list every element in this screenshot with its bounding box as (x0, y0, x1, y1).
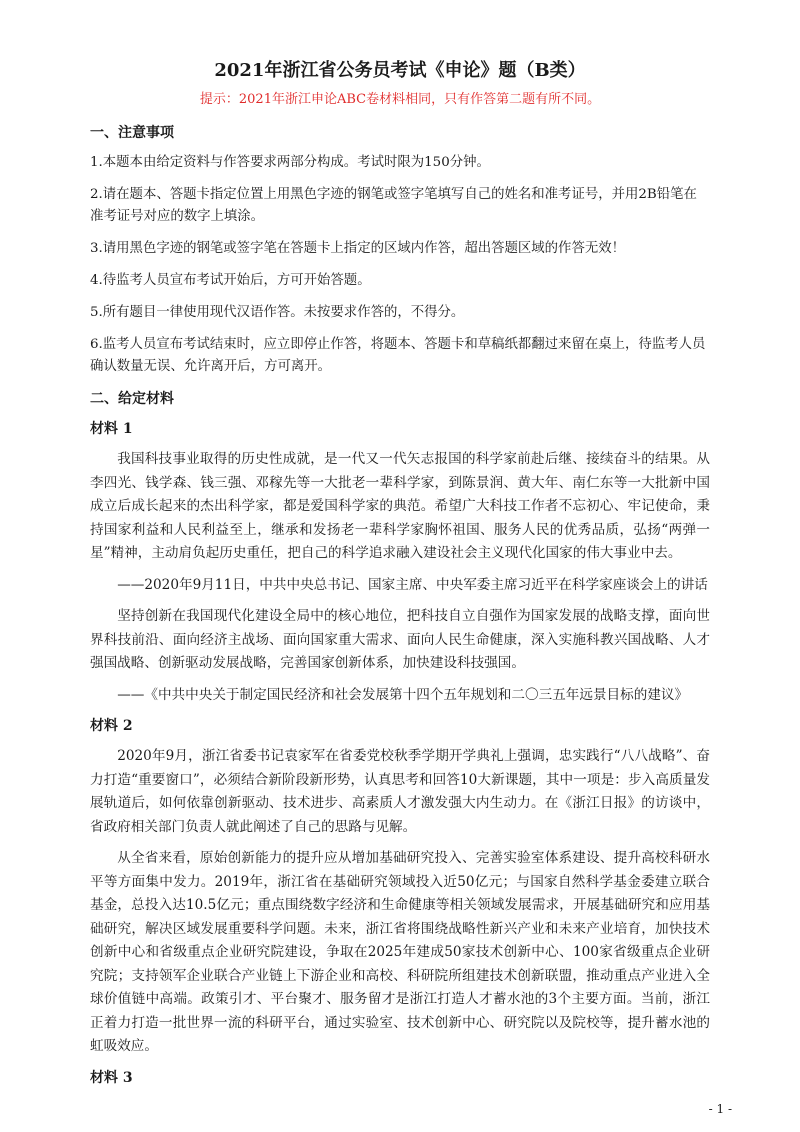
material-2-title: 材料 2 (90, 718, 133, 734)
section-heading-notes: 一、注意事项 (90, 125, 174, 141)
material-2-paragraph-1: 2020年9月，浙江省委书记袁家军在省委党校秋季学期开学典礼上强调，忠实践行“八八战略”、奋力打造“重要窗口”，必须结合新阶段新形势，认真思考和回答10大新课题，其中一项是：步入高质量发展轨道后，如何依靠创新驱动、技术进步、高素质人才激发强大内生动力。在《浙江日报》的访谈中，省政府相关部门负责人就此阐述了自己的思路与见解。 (90, 748, 710, 835)
note-item: 2.请在题本、答题卡指定位置上用黑色字迹的钢笔或签字笔填写自己的姓名和准考证号，并用2B铅笔在准考证号对应的数字上填涂。 (90, 187, 697, 224)
material-1-title: 材料 1 (90, 421, 133, 437)
section-heading-materials: 二、给定材料 (90, 391, 174, 407)
document-page (90, 58, 710, 1097)
note-item: 1.本题本由给定资料与作答要求两部分构成。考试时限为150分钟。 (90, 155, 490, 170)
material-1-paragraph-2: 坚持创新在我国现代化建设全局中的核心地位，把科技自立自强作为国家发展的战略支撑，面向世界科技前沿、面向经济主战场、面向国家重大需求、面向人民生命健康，深入实施科教兴国战略、人才强国战略、创新驱动发展战略，完善国家创新体系，加快建设科技强国。 (90, 608, 710, 671)
material-1-source-1: ——2020年9月11日，中共中央总书记、国家主席、中央军委主席习近平在科学家座谈会上的讲话 (117, 576, 708, 593)
material-1-paragraph-1: 我国科技事业取得的历史性成就，是一代又一代矢志报国的科学家前赴后继、接续奋斗的结果。从李四光、钱学森、钱三强、邓稼先等一大批老一辈科学家，到陈景润、黄大年、南仁东等一大批新中国成立后成长起来的杰出科学家，都是爱国科学家的典范。希望广大科技工作者不忘初心、牢记使命，秉持国家利益和人民利益至上，继承和发扬老一辈科学家胸怀祖国、服务人民的优秀品质，弘扬“两弹一星”精神，主动肩负起历史重任，把自己的科学追求融入建设社会主义现代化国家的伟大事业中去。 (90, 451, 710, 561)
notice-text: 提示：2021年浙江申论ABC卷材料相同，只有作答第二题有所不同。 (199, 92, 601, 107)
material-2-paragraph-2: 从全省来看，原始创新能力的提升应从增加基础研究投入、完善实验室体系建设、提升高校科研水平等方面集中发力。2019年，浙江省在基础研究领域投入近50亿元；与国家自然科学基金委建立联合基金，总投入达10.5亿元；重点围绕数字经济和生命健康等相关领域发展需求，开展基础研究和应用基础研究，解决区域发展重要科学问题。未来，浙江省将围绕战略性新兴产业和未来产业培育，加快技术创新中心和省级重点企业研究院建设，争取在2025年建成50家技术创新中心、100家省级重点企业研究院；支持领军企业联合产业链上下游企业和高校、科研院所组建技术创新联盟，推动重点产业进入全球价值链中高端。政策引才、平台聚才、服务留才是浙江打造人才蓄水池的3个主要方面。当前，浙江正着力打造一批世界一流的科研平台，通过实验室、技术创新中心、研究院以及院校等，提升蓄水池的虹吸效应。 (90, 850, 710, 1054)
material-1-source-2: ——《中共中央关于制定国民经济和社会发展第十四个五年规划和二〇三五年远景目标的建议》 (117, 686, 689, 703)
note-item: 4.待监考人员宣布考试开始后，方可开始答题。 (90, 273, 371, 288)
note-item: 3.请用黑色字迹的钢笔或签字笔在答题卡上指定的区域内作答，超出答题区域的作答无效！ (90, 241, 626, 256)
document-title: 2021年浙江省公务员考试《申论》题（B类） (214, 60, 586, 81)
material-3-title: 材料 3 (90, 1069, 133, 1086)
note-item: 5.所有题目一律使用现代汉语作答。未按要求作答的，不得分。 (90, 305, 465, 320)
note-item: 6.监考人员宣布考试结束时，应立即停止作答，将题本、答题卡和草稿纸都翻过来留在桌上，待监考人员确认数量无误、允许离开后，方可离开。 (90, 337, 706, 374)
page-number: - 1 - (708, 1102, 732, 1116)
